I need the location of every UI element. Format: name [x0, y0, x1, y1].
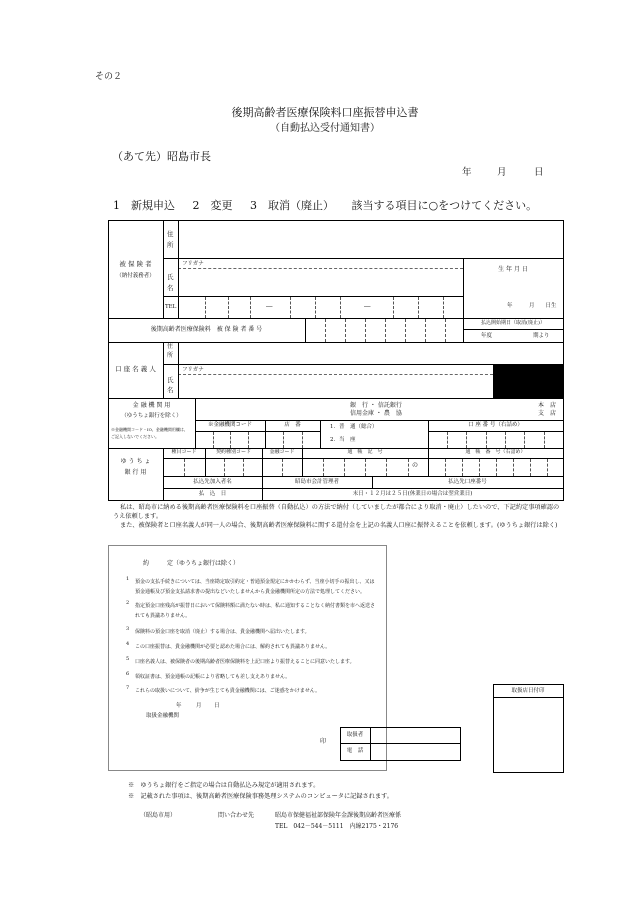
agreement-item-number: 2: [126, 600, 130, 606]
row-divider: [163, 258, 563, 259]
payment-start-year: 年度: [481, 333, 493, 339]
bank-type-2: 信用金庫 ・ 農 協: [350, 410, 402, 417]
digit-divider: [344, 459, 345, 476]
row-divider: [493, 697, 563, 698]
digit-divider: [224, 459, 225, 476]
digit-divider: [445, 319, 446, 342]
agreement-title: 約 定（ゆうちょ銀行は除く）: [143, 560, 240, 567]
furigana-divider: [178, 268, 463, 269]
column-divider: [305, 318, 306, 342]
digit-divider: [544, 432, 545, 448]
row-divider: [163, 476, 563, 477]
agreement-item-text: 指定預金口座残高が振替日において保険料額に満たない時は、私に通知することなく納付書類を市へ返送されても異議ありません。: [135, 603, 376, 619]
digit-divider: [408, 459, 409, 476]
agreement-item-number: 4: [126, 641, 130, 647]
holder-name-label: 名: [167, 386, 174, 394]
option-new: 1 新規申込: [113, 199, 175, 212]
digit-divider: [243, 459, 244, 476]
agreement-date-month: 月: [196, 703, 202, 709]
insured-label: 被 保 険 者: [119, 260, 152, 268]
column-divider: [320, 420, 321, 448]
footer-note: ※ 記載された事項は、後期高齢者医療保険事務処理システムのコンピュータに記録されます。: [128, 793, 393, 800]
digit-divider: [513, 459, 514, 476]
digit-divider: [496, 459, 497, 476]
agreement-date-year: 年: [176, 703, 182, 709]
contact-label: 問い合わせ先: [218, 812, 255, 819]
no-character: の: [412, 462, 419, 469]
addressee: （あて先）昭島市長: [112, 150, 211, 163]
passbook-number-label: 通 帳 番 号（右詰め）: [465, 449, 526, 455]
column-divider: [163, 220, 164, 318]
tel-separator: ―: [266, 302, 273, 310]
insured-address-label: 住: [167, 230, 174, 238]
row-divider: [108, 398, 563, 399]
payee-account-label: 払込先口座番号: [448, 479, 487, 485]
row-divider: [195, 420, 563, 421]
head-office-label: 本 店: [538, 402, 557, 409]
yucho-label: 銀 行 用: [124, 469, 147, 476]
digit-divider: [386, 459, 387, 476]
city-use-label: （昭島市用）: [140, 812, 177, 819]
bank-note: ご記入しないでください。: [111, 434, 159, 439]
agreement-item-text: これらの取扱いについて、紛争が生じても貴金融機関には、ご迷惑をかけません。: [135, 688, 321, 694]
digit-divider: [340, 297, 341, 318]
insured-sublabel: （納付義務者）: [116, 273, 155, 279]
option-cancel: 3 取消（廃止）: [250, 199, 334, 212]
contact-telephone: TEL 042－544－5111 内線2175・2176: [275, 823, 399, 830]
date-stamp-label: 取扱店日付印: [511, 688, 545, 694]
digit-divider: [479, 459, 480, 476]
agreement-item-number: 1: [126, 576, 130, 582]
account-holder-label: 口 座 名 義 人: [115, 365, 156, 373]
digit-divider: [418, 297, 419, 318]
form-title: 後期高齢者医療保険料口座振替申込書: [231, 106, 419, 119]
column-divider: [178, 220, 179, 318]
contact-department: 昭島市保健福祉部保険年金課後期高齢者医療係: [275, 812, 402, 819]
pay-day-value: 末日・１２月は２５日(休業日の場合は翌営業日): [352, 491, 473, 497]
bank-label: 金 融 機 関 用: [132, 402, 171, 409]
agreement-date-day: 日: [214, 703, 220, 709]
insured-furigana-label: フリガナ: [182, 261, 204, 267]
digit-divider: [282, 459, 283, 476]
digit-divider: [315, 297, 316, 318]
birthdate-label: 生 年 月 日: [498, 266, 528, 273]
passbook-mark-label: 通 帳 記 号: [347, 449, 383, 455]
digit-divider: [443, 297, 444, 318]
digit-divider: [530, 459, 531, 476]
digit-divider: [385, 319, 386, 342]
date-month-label: 月: [497, 167, 507, 178]
contract-code-label: 契約種別コード: [215, 449, 251, 455]
digit-divider: [345, 319, 346, 342]
digit-divider: [323, 459, 324, 476]
tel-label: TEL: [165, 304, 177, 310]
handler-label: 取扱者: [346, 732, 364, 738]
row-divider: [108, 342, 563, 343]
digit-divider: [365, 319, 366, 342]
row-divider: [340, 743, 460, 744]
digit-divider: [325, 319, 326, 342]
column-divider: [163, 342, 164, 398]
agreement-item-number: 5: [126, 656, 130, 662]
digit-divider: [283, 432, 284, 448]
bank-type-1: 銀 行 ・ 信託銀行: [350, 402, 402, 409]
digit-divider: [447, 432, 448, 448]
digit-divider: [547, 459, 548, 476]
digit-divider: [230, 432, 231, 448]
column-divider: [370, 727, 371, 760]
row-divider: [108, 318, 563, 319]
digit-divider: [213, 432, 214, 448]
furigana-divider: [178, 374, 493, 375]
phone-label: 電 話: [346, 748, 364, 754]
yucho-label: ゆ う ち ょ: [120, 458, 151, 465]
digit-divider: [445, 459, 446, 476]
holder-address-label: 住: [167, 343, 174, 350]
agreement-item-text: 保険料の預金口座を取消（廃止）する場合は、貴金融機関へ届出いたします。: [135, 629, 310, 635]
agreement-item-text: 預金の支払手続きについては、当座勘定取引約定・普通預金規定にかかわらず、当座小切手の振出し、又は預金通帳及び預金支払請求書の提出などいたしませんから貴金融機関所定の方法で処理してください。: [135, 579, 375, 595]
footer-note: ※ ゆうちょ銀行をご指定の場合は自動払込み規定が適用されます。: [128, 782, 320, 789]
branch-number-label: 店 番: [284, 422, 301, 428]
holder-name-label: 氏: [167, 376, 174, 384]
digit-divider: [205, 297, 206, 318]
form-subtitle: （自動払込受付通知書）: [270, 123, 380, 134]
payment-start-label: 払込開始期日（取消(廃止)）: [481, 320, 545, 326]
insured-address-label: 所: [167, 241, 174, 249]
item-code-label: 種目コード: [171, 449, 197, 455]
agreement-item-number: 3: [126, 626, 130, 632]
statement-paragraph: 私は、昭島市に納める後期高齢者医療保険料を口座振替（自動払込）の方法で納付（していましたが都合により取消・廃止）したいので、下記約定事項確認のうえ依頼します。: [113, 504, 560, 520]
account-type-ordinary: 1．普 通（総合）: [330, 424, 378, 430]
agreement-item-text: 口座名義人は、被保険者の後期高齢者医療保険料を上記口座より振替えることに同意いたします。: [135, 659, 355, 665]
digit-divider: [302, 432, 303, 448]
agreement-item-text: 領収証書は、預金通帳の記帳により省略しても差し支えありません。: [135, 674, 291, 680]
agreement-item-number: 7: [126, 685, 130, 691]
digit-divider: [184, 459, 185, 476]
insured-name-label: 氏: [167, 273, 174, 281]
bank-code-label: ※金融機関コード: [207, 422, 252, 428]
statement-paragraph: また、被保険者と口座名義人が同一人の場合、後期高齢者医療保険料に関する還付金を上記の名義人口座に振替えることを依頼します。(ゆうちょ銀行は除く): [120, 522, 558, 529]
account-number-label: 口 座 番 号（右詰め）: [468, 422, 523, 428]
bank-sublabel: （ゆうちょ銀行を除く）: [121, 413, 182, 419]
column-divider: [178, 342, 179, 398]
payee-label: 払込先加入者名: [193, 479, 232, 485]
birthdate-suffix: 年 月 日生: [507, 303, 557, 309]
date-day-label: 日: [534, 167, 544, 178]
digit-divider: [248, 432, 249, 448]
digit-divider: [466, 432, 467, 448]
insured-name-label: 名: [167, 284, 174, 292]
digit-divider: [365, 459, 366, 476]
option-change: 2 変更: [192, 199, 233, 212]
holder-furigana-label: フリガナ: [182, 367, 204, 373]
digit-divider: [228, 297, 229, 318]
application-type-options: [113, 200, 537, 212]
digit-divider: [462, 459, 463, 476]
tel-separator: ―: [364, 302, 371, 310]
row-divider: [163, 488, 563, 489]
sheet-number: その２: [95, 72, 123, 82]
branch-office-label: 支 店: [538, 410, 557, 417]
digit-divider: [393, 297, 394, 318]
digit-divider: [290, 297, 291, 318]
insured-number-label: 後期高齢者医療保険料 被 保 険 者 番 号: [150, 326, 263, 333]
date-year-label: 年: [462, 167, 472, 178]
agreement-item-text: この口座振替は、貴金融機関が必要と認めた場合には、解約されても異議ありません。: [135, 644, 331, 650]
payment-start-term: 期より: [533, 333, 550, 339]
bank-note: ※金融機関コード・IO、金融機関用欄は、: [111, 427, 188, 432]
digit-divider: [505, 432, 506, 448]
digit-divider: [405, 319, 406, 342]
row-divider: [463, 329, 563, 330]
row-divider: [163, 458, 563, 459]
digit-divider: [486, 432, 487, 448]
seal-mark: 印: [320, 738, 327, 745]
digit-divider: [524, 432, 525, 448]
option-instruction: 該当する項目に○をつけてください。: [351, 199, 538, 212]
pay-day-label: 払 込 日: [198, 491, 227, 497]
digit-divider: [250, 297, 251, 318]
digit-divider: [425, 319, 426, 342]
holder-address-label: 所: [167, 352, 174, 359]
row-divider: [428, 431, 563, 432]
payee-value: 昭島市会計管理者: [294, 479, 339, 485]
blacked-out-cell: [493, 364, 563, 398]
finance-code-label: 金融コード: [269, 449, 295, 455]
handling-institution-label: 取扱金融機関: [146, 713, 180, 719]
agreement-item-number: 6: [126, 671, 130, 677]
account-type-current: 2．当 座: [330, 437, 356, 443]
